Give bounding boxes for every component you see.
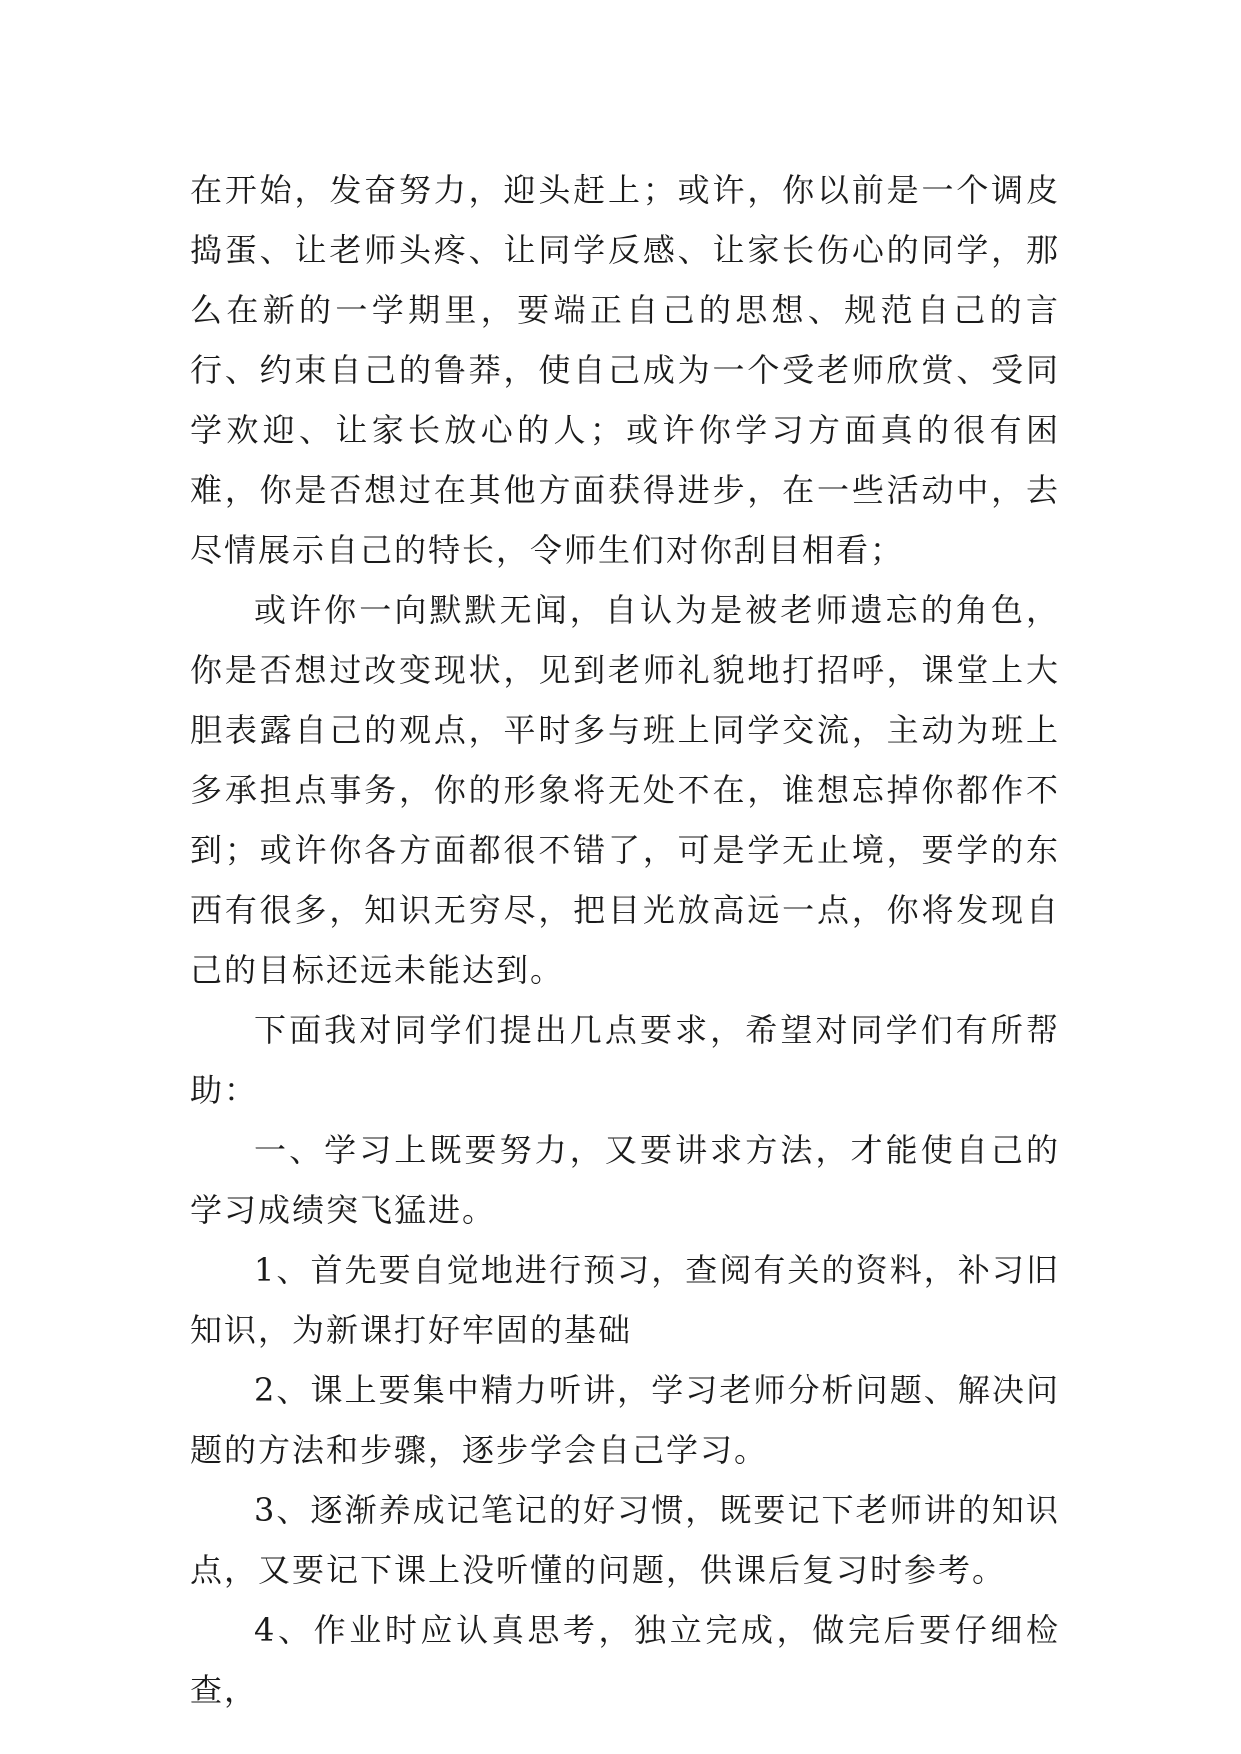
paragraph: 下面我对同学们提出几点要求，希望对同学们有所帮助： [190, 1011, 1060, 1109]
paragraph: 2、课上要集中精力听讲，学习老师分析问题、解决问题的方法和步骤，逐步学会自己学习。 [190, 1371, 1060, 1469]
paragraph: 4、作业时应认真思考，独立完成，做完后要仔细检查， [190, 1611, 1060, 1709]
paragraph: 3、逐渐养成记笔记的好习惯，既要记下老师讲的知识点，又要记下课上没听懂的问题，供课后复习时参考。 [190, 1491, 1060, 1589]
paragraph: 1、首先要自觉地进行预习，查阅有关的资料，补习旧知识，为新课打好牢固的基础 [190, 1251, 1060, 1349]
paragraph: 在开始，发奋努力，迎头赶上；或许，你以前是一个调皮捣蛋、让老师头疼、让同学反感、让家长伤心的同学，那么在新的一学期里，要端正自己的思想、规范自己的言行、约束自己的鲁莽，使自己成为一个受老师欣赏、受同学欢迎、让家长放心的人；或许你学习方面真的很有困难，你是否想过在其他方面获得进步，在一些活动中，去尽情展示自己的特长，令师生们对你刮目相看； [190, 171, 1060, 569]
document-body [190, 160, 1060, 1720]
paragraph: 一、学习上既要努力，又要讲求方法，才能使自己的学习成绩突飞猛进。 [190, 1131, 1060, 1229]
paragraph: 或许你一向默默无闻，自认为是被老师遗忘的角色，你是否想过改变现状，见到老师礼貌地打招呼，课堂上大胆表露自己的观点，平时多与班上同学交流，主动为班上多承担点事务，你的形象将无处不在，谁想忘掉你都作不到；或许你各方面都很不错了，可是学无止境，要学的东西有很多，知识无穷尽，把目光放高远一点，你将发现自己的目标还远未能达到。 [190, 591, 1060, 989]
